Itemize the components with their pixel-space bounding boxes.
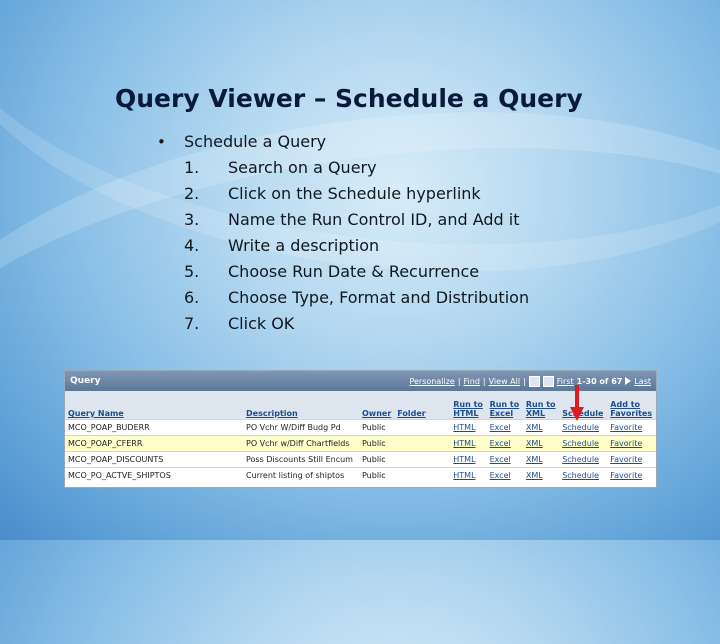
next-arrow-icon[interactable]	[625, 377, 631, 385]
step-number: 7.	[184, 314, 200, 333]
favorite-link[interactable]: Favorite	[607, 436, 656, 452]
favorite-link[interactable]: Favorite	[607, 420, 656, 436]
slide-title: Query Viewer – Schedule a Query	[115, 84, 583, 113]
run-html-link[interactable]: HTML	[450, 452, 486, 468]
bullet-text: Schedule a Query	[184, 132, 327, 151]
bullet-dot-icon: •	[157, 133, 166, 151]
col-fav-line2: Favorites	[610, 409, 653, 418]
folder-cell	[394, 452, 450, 468]
grid-nav-links: Personalize | Find | View All | First 1-30 of 67 Last	[409, 376, 651, 386]
bullet-item	[157, 132, 529, 158]
step-text: Choose Run Date & Recurrence	[228, 262, 480, 281]
schedule-link[interactable]: Schedule	[559, 436, 607, 452]
col-folder[interactable]: Folder	[394, 391, 450, 420]
owner-cell: Public	[359, 420, 394, 436]
step-number: 4.	[184, 236, 200, 255]
owner-cell: Public	[359, 436, 394, 452]
step-number: 2.	[184, 184, 200, 203]
query-name-cell: MCO_POAP_BUDERR	[65, 420, 243, 436]
col-run-xml-line2: XML	[525, 409, 546, 418]
first-link[interactable]: First	[556, 376, 574, 386]
step-item	[184, 184, 529, 210]
col-run-excel-line1: Run to	[489, 400, 520, 409]
schedule-link[interactable]: Schedule	[559, 420, 607, 436]
find-link[interactable]: Find	[463, 376, 480, 386]
table-row	[65, 452, 656, 468]
col-run-html[interactable]	[450, 391, 486, 420]
col-fav-line1: Add to	[610, 400, 641, 409]
step-list	[184, 158, 529, 340]
table-row	[65, 468, 656, 484]
run-excel-link[interactable]: Excel	[487, 452, 523, 468]
arrow-head	[570, 407, 584, 421]
col-owner[interactable]: Owner	[359, 391, 394, 420]
step-text: Click OK	[228, 314, 295, 333]
step-number: 6.	[184, 288, 200, 307]
col-schedule[interactable]: Schedule	[559, 391, 607, 420]
description-cell: Poss Discounts Still Encum	[243, 452, 359, 468]
folder-cell	[394, 420, 450, 436]
step-item	[184, 210, 529, 236]
col-run-xml-line1: Run to	[525, 400, 556, 409]
schedule-link[interactable]: Schedule	[559, 452, 607, 468]
run-html-link[interactable]: HTML	[450, 468, 486, 484]
step-text: Write a description	[228, 236, 380, 255]
run-excel-link[interactable]: Excel	[487, 436, 523, 452]
owner-cell: Public	[359, 452, 394, 468]
col-run-excel[interactable]	[487, 391, 523, 420]
query-table	[65, 391, 656, 483]
owner-cell: Public	[359, 468, 394, 484]
view-all-link[interactable]: View All	[488, 376, 521, 386]
description-cell: Current listing of shiptos	[243, 468, 359, 484]
col-run-html-line1: Run to	[453, 400, 483, 409]
run-xml-link[interactable]: XML	[523, 436, 559, 452]
favorite-link[interactable]: Favorite	[607, 452, 656, 468]
step-item	[184, 314, 529, 340]
last-link[interactable]: Last	[634, 376, 651, 386]
step-text: Name the Run Control ID, and Add it	[228, 210, 520, 229]
zoom-icon[interactable]	[543, 376, 554, 387]
step-text: Click on the Schedule hyperlink	[228, 184, 481, 203]
col-query-name[interactable]: Query Name	[65, 391, 243, 420]
step-text: Choose Type, Format and Distribution	[228, 288, 530, 307]
col-run-xml[interactable]	[523, 391, 559, 420]
schedule-link[interactable]: Schedule	[559, 468, 607, 484]
query-grid-screenshot	[64, 370, 657, 488]
run-xml-link[interactable]: XML	[523, 452, 559, 468]
table-header-row	[65, 391, 656, 420]
run-html-link[interactable]: HTML	[450, 436, 486, 452]
query-name-cell: MCO_PO_ACTVE_SHIPTOS	[65, 468, 243, 484]
query-name-cell: MCO_POAP_DISCOUNTS	[65, 452, 243, 468]
download-icon[interactable]	[529, 376, 540, 387]
row-range: 1-30 of 67	[576, 376, 623, 386]
step-item	[184, 262, 529, 288]
step-item	[184, 288, 529, 314]
red-arrow-icon	[570, 385, 584, 425]
bullet-list	[157, 132, 529, 340]
favorite-link[interactable]: Favorite	[607, 468, 656, 484]
col-description[interactable]: Description	[243, 391, 359, 420]
step-number: 1.	[184, 158, 200, 177]
table-row	[65, 420, 656, 436]
run-excel-link[interactable]: Excel	[487, 468, 523, 484]
step-number: 3.	[184, 210, 200, 229]
step-text: Search on a Query	[228, 158, 377, 177]
query-name-cell: MCO_POAP_CFERR	[65, 436, 243, 452]
step-item	[184, 158, 529, 184]
description-cell: PO Vchr W/Diff Budg Pd	[243, 420, 359, 436]
grid-title: Query	[70, 376, 101, 386]
run-html-link[interactable]: HTML	[450, 420, 486, 436]
run-xml-link[interactable]: XML	[523, 420, 559, 436]
grid-header	[65, 371, 656, 391]
col-add-favorites[interactable]	[607, 391, 656, 420]
folder-cell	[394, 436, 450, 452]
personalize-link[interactable]: Personalize	[409, 376, 455, 386]
step-item	[184, 236, 529, 262]
folder-cell	[394, 468, 450, 484]
table-row	[65, 436, 656, 452]
description-cell: PO Vchr w/Diff Chartfields	[243, 436, 359, 452]
col-run-excel-line2: Excel	[489, 409, 514, 418]
step-number: 5.	[184, 262, 200, 281]
run-xml-link[interactable]: XML	[523, 468, 559, 484]
run-excel-link[interactable]: Excel	[487, 420, 523, 436]
arrow-shaft	[575, 385, 579, 409]
col-run-html-line2: HTML	[453, 409, 479, 418]
